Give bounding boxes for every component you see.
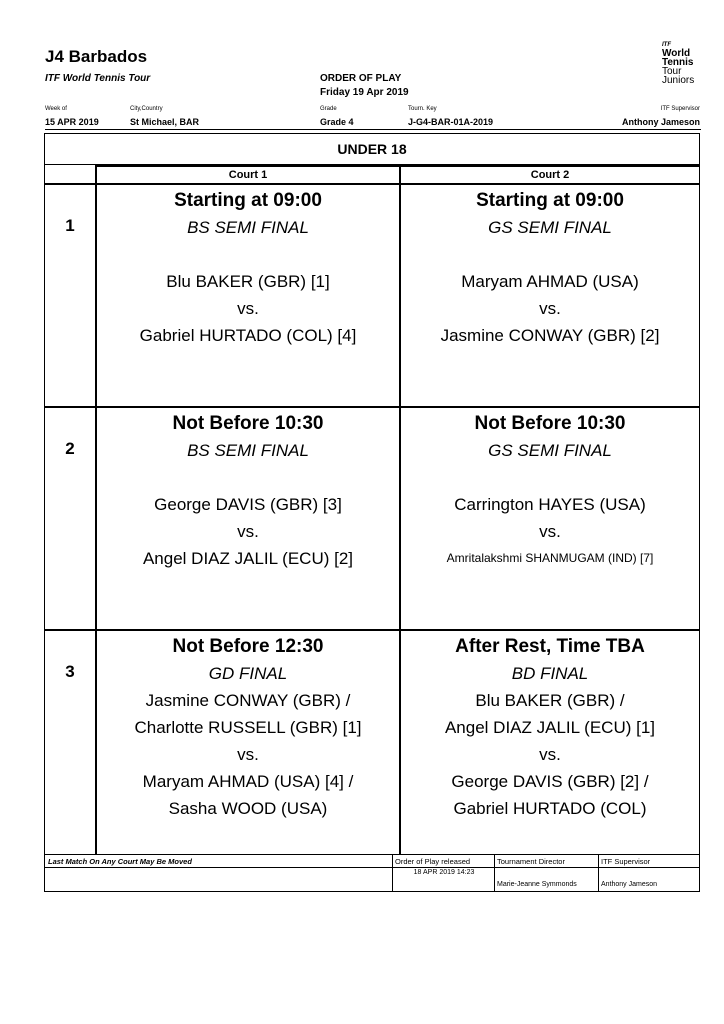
team-1-player-a: Blu BAKER (GBR) / <box>475 691 625 710</box>
week-of-value: 15 APR 2019 <box>45 117 99 127</box>
start-time: Not Before 10:30 <box>172 413 324 434</box>
start-time: Starting at 09:00 <box>476 190 624 211</box>
header-divider <box>45 129 701 130</box>
footer-row-line <box>45 867 699 868</box>
tourn-key-value: J-G4-BAR-01A-2019 <box>408 117 494 127</box>
court-2-header: Court 2 <box>530 169 570 181</box>
match-cell-court-1 <box>97 633 399 822</box>
document-title: ORDER OF PLAY <box>320 73 402 84</box>
released-value: 18 APR 2019 14:23 <box>413 869 475 876</box>
versus: vs. <box>237 299 259 318</box>
round-name: GS SEMI FINAL <box>488 218 612 237</box>
round-name: BS SEMI FINAL <box>187 441 309 460</box>
team-1-player-a: Jasmine CONWAY (GBR) / <box>145 691 351 710</box>
start-time: Starting at 09:00 <box>174 190 322 211</box>
row-divider <box>45 629 699 631</box>
director-label: Tournament Director <box>497 857 565 866</box>
round-name: GD FINAL <box>208 664 288 683</box>
match-cell-court-1 <box>97 187 399 349</box>
match-row-number: 2 <box>65 439 75 458</box>
player-1: George DAVIS (GBR) [3] <box>154 495 342 514</box>
versus: vs. <box>237 522 259 541</box>
player-1: Blu BAKER (GBR) [1] <box>166 272 330 291</box>
itf-world-tennis-tour-juniors-logo: ITF World Tennis Tour Juniors <box>662 42 695 86</box>
court-1-header: Court 1 <box>228 169 268 181</box>
itf-supervisor-label: ITF Supervisor <box>660 106 700 112</box>
team-2-player-b: Gabriel HURTADO (COL) <box>453 799 647 818</box>
footer-table <box>44 855 700 892</box>
team-2-player-b: Sasha WOOD (USA) <box>168 799 328 818</box>
grade-label: Grade <box>320 106 337 112</box>
section-heading: UNDER 18 <box>45 134 699 165</box>
start-time: Not Before 12:30 <box>172 636 324 657</box>
footer-divider <box>598 855 599 891</box>
supervisor-label: ITF Supervisor <box>601 857 651 866</box>
row-divider <box>45 406 699 408</box>
city-country-label: City,Country <box>130 106 163 112</box>
footer-divider <box>392 855 393 891</box>
last-match-note: Last Match On Any Court May Be Moved <box>48 857 192 866</box>
tour-name: ITF World Tennis Tour <box>45 73 151 84</box>
versus: vs. <box>539 745 561 764</box>
match-row-number: 1 <box>65 216 75 235</box>
player-2: Jasmine CONWAY (GBR) [2] <box>440 326 660 345</box>
player-1: Maryam AHMAD (USA) <box>461 272 639 291</box>
player-1: Carrington HAYES (USA) <box>454 495 646 514</box>
player-2: Gabriel HURTADO (COL) [4] <box>139 326 357 345</box>
itf-supervisor-value: Anthony Jameson <box>621 117 700 127</box>
versus: vs. <box>539 522 561 541</box>
start-time: After Rest, Time TBA <box>455 636 645 657</box>
footer-divider <box>494 855 495 891</box>
match-cell-court-1 <box>97 410 399 572</box>
grade-value: Grade 4 <box>320 117 354 127</box>
start-time: Not Before 10:30 <box>474 413 626 434</box>
versus: vs. <box>539 299 561 318</box>
round-name: BS SEMI FINAL <box>187 218 309 237</box>
match-cell-court-2 <box>401 187 699 349</box>
round-name: BD FINAL <box>511 664 589 683</box>
play-date: Friday 19 Apr 2019 <box>320 87 409 98</box>
tourn-key-label: Tourn. Key <box>408 106 437 112</box>
released-label: Order of Play released <box>395 857 471 866</box>
match-cell-court-2 <box>401 633 699 822</box>
match-cell-court-2 <box>401 410 699 572</box>
order-of-play-table <box>44 133 700 855</box>
versus: vs. <box>237 745 259 764</box>
team-2-player-a: George DAVIS (GBR) [2] / <box>451 772 649 791</box>
supervisor-value: Anthony Jameson <box>601 881 658 888</box>
team-1-player-b: Charlotte RUSSELL (GBR) [1] <box>134 718 362 737</box>
match-row-number: 3 <box>65 662 75 681</box>
director-value: Marie-Jeanne Symmonds <box>497 881 577 888</box>
week-of-label: Week of <box>45 106 67 112</box>
tournament-title: J4 Barbados <box>45 47 148 66</box>
team-2-player-a: Maryam AHMAD (USA) [4] / <box>142 772 354 791</box>
round-name: GS SEMI FINAL <box>488 441 612 460</box>
city-country-value: St Michael, BAR <box>130 117 200 127</box>
team-1-player-b: Angel DIAZ JALIL (ECU) [1] <box>444 718 656 737</box>
player-2: Angel DIAZ JALIL (ECU) [2] <box>142 549 354 568</box>
player-2: Amritalakshmi SHANMUGAM (IND) [7] <box>446 551 654 565</box>
